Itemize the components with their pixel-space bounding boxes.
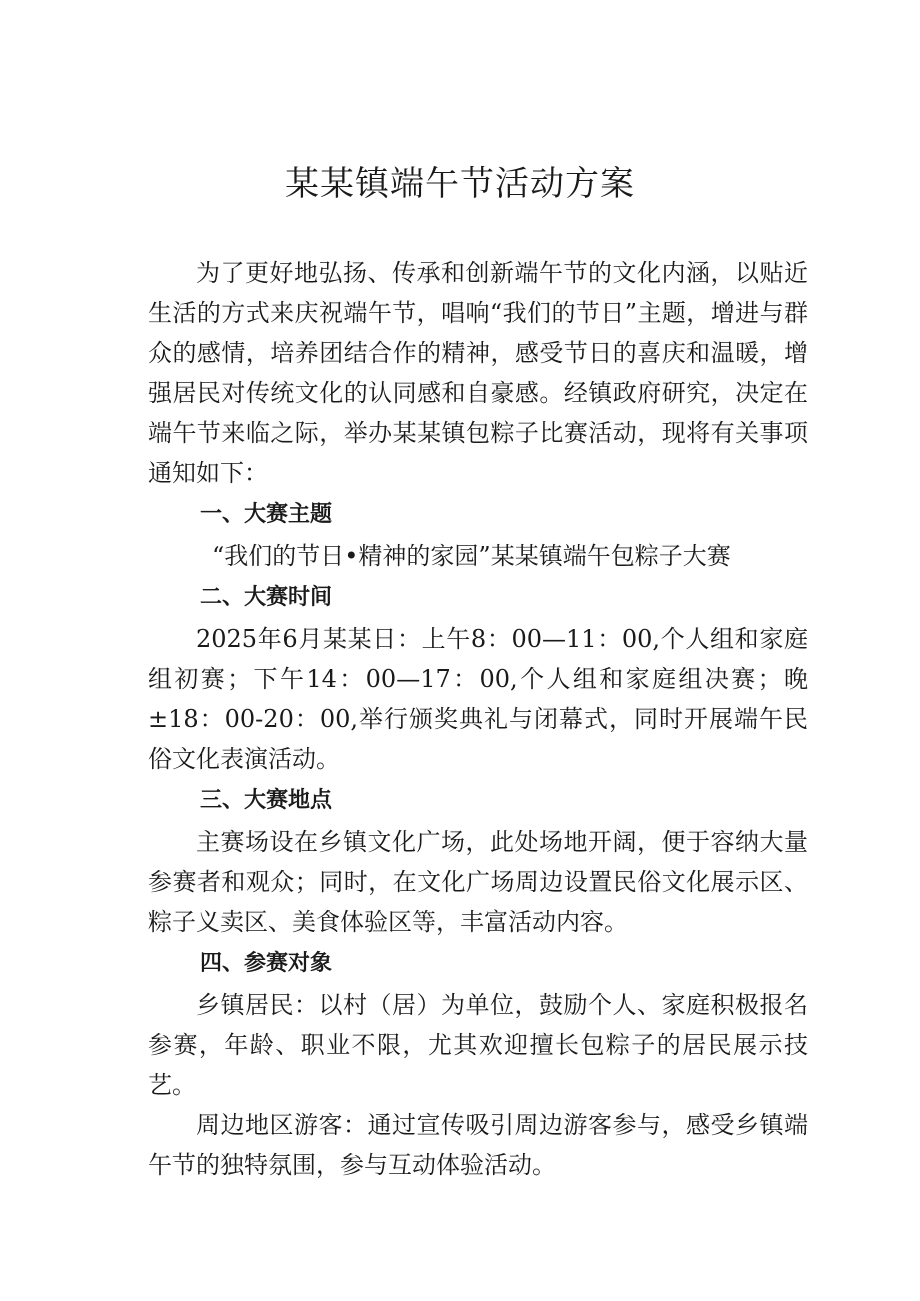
document-body <box>148 253 808 1185</box>
section-participants <box>148 944 808 1185</box>
participants-tourists-paragraph: 周边地区游客：通过宣传吸引周边游客参与，感受乡镇端午节的独特氛围，参与互动体验活动。 <box>148 1111 808 1179</box>
theme-text: “我们的节日•精神的家园”某某镇端午包粽子大赛 <box>212 542 731 570</box>
location-paragraph: 主赛场设在乡镇文化广场，此处场地开阔，便于容纳大量参赛者和观众；同时，在文化广场周边设置民俗文化展示区、粽子义卖区、美食体验区等，丰富活动内容。 <box>148 828 808 936</box>
participants-residents-paragraph: 乡镇居民：以村（居）为单位，鼓励个人、家庭积极报名参赛，年龄、职业不限，尤其欢迎擅长包粽子的居民展示技艺。 <box>148 991 808 1099</box>
section-heading-location: 三、大赛地点 <box>200 788 333 813</box>
section-heading-time: 二、大赛时间 <box>200 585 333 610</box>
section-heading-participants: 四、参赛对象 <box>200 951 333 976</box>
document-title: 某某镇端午节活动方案 <box>285 164 635 204</box>
section-theme <box>148 495 808 576</box>
time-paragraph: 2025年6月某某日：上午8：00—11：00,个人组和家庭组初赛；下午14：00—17：00,个人组和家庭组决赛；晚±18：00-20：00,举行颁奖典礼与闭幕式，同时开展端午民俗文化表演活动。 <box>148 625 808 773</box>
section-time <box>148 578 808 779</box>
section-location <box>148 781 808 942</box>
section-heading-theme: 一、大赛主题 <box>200 502 333 527</box>
intro-paragraph: 为了更好地弘扬、传承和创新端午节的文化内涵，以贴近生活的方式来庆祝端午节，唱响“我们的节日”主题，增进与群众的感情，培养团结合作的精神，感受节日的喜庆和温暖，增强居民对传统文化的认同感和自豪感。经镇政府研究，决定在端午节来临之际，举办某某镇包粽子比赛活动，现将有关事项通知如下： <box>148 259 808 487</box>
